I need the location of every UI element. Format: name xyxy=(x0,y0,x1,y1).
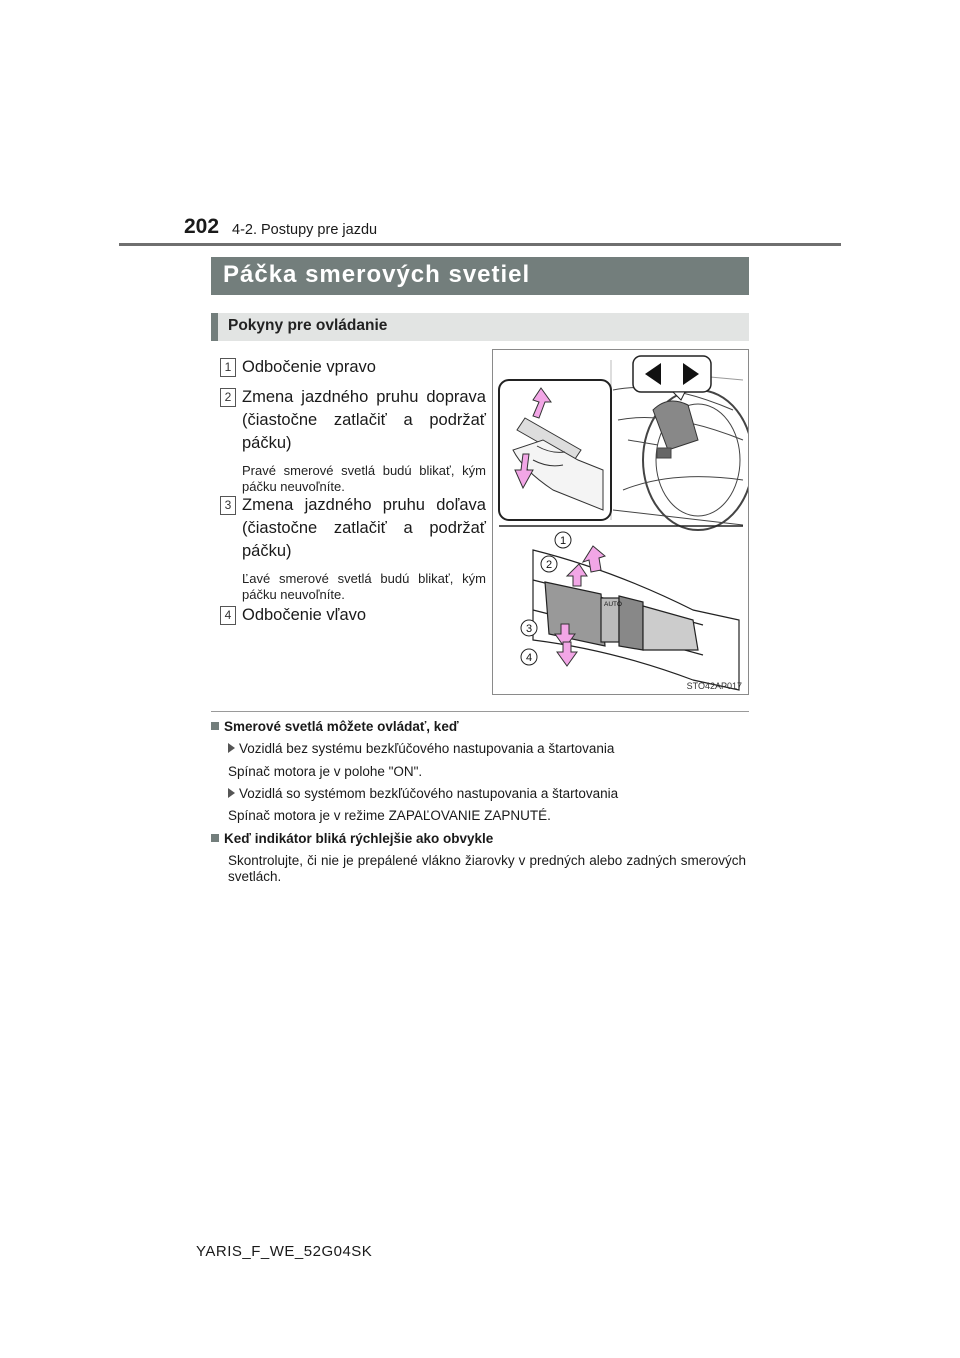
step-text: Odbočenie vpravo xyxy=(242,358,376,376)
note-text-1: Spínač motora je v polohe "ON". xyxy=(228,764,423,779)
auto-label: AUTO xyxy=(604,601,622,608)
note-heading-1 xyxy=(211,719,459,734)
square-bullet-icon xyxy=(211,722,219,730)
section-title: 4-2. Postupy pre jazdu xyxy=(232,222,378,238)
page-title: Páčka smerových svetiel xyxy=(211,257,749,295)
step-2 xyxy=(220,386,486,495)
turn-signal-illustration xyxy=(492,349,749,695)
note-bullet-1 xyxy=(228,741,614,756)
square-bullet-icon xyxy=(211,834,219,842)
step-4 xyxy=(220,604,486,627)
step-3 xyxy=(220,494,486,603)
note-bullet-text: Vozidlá bez systému bezkľúčového nastupovania a štartovania xyxy=(239,741,615,756)
note-bullet-text: Vozidlá so systémom bezkľúčového nastupovania a štartovania xyxy=(239,786,619,801)
document-code: YARIS_F_WE_52G04SK xyxy=(196,1243,373,1260)
subsection-title: Pokyny pre ovládanie xyxy=(211,313,749,341)
illustration-drawing xyxy=(493,350,749,695)
step-number: 4 xyxy=(220,606,236,625)
note-text-3: Skontrolujte, či nie je prepálené vlákno žiarovky v predných alebo zadných smerových svetlách. xyxy=(228,853,746,884)
arrow-indicator-icon xyxy=(633,356,711,400)
callout-1: 1 xyxy=(559,535,567,547)
section-rule xyxy=(211,711,749,712)
triangle-bullet-icon xyxy=(228,743,235,753)
note-bullet-2 xyxy=(228,786,618,801)
page-number: 202 xyxy=(184,215,220,238)
callout-2: 2 xyxy=(545,559,553,571)
note-text-2: Spínač motora je v režime ZAPAĽOVANIE ZAPNUTÉ. xyxy=(228,808,551,823)
header-rule xyxy=(119,243,841,246)
callout-4: 4 xyxy=(525,652,533,664)
step-number: 3 xyxy=(220,496,236,515)
note-heading-text: Smerové svetlá môžete ovládať, keď xyxy=(224,719,459,734)
step-1 xyxy=(220,356,486,379)
step-number: 1 xyxy=(220,358,236,377)
step-text: Zmena jazdného pruhu doprava (čiastočne zatlačiť a podržať páčku) xyxy=(242,388,486,452)
note-heading-text: Keď indikátor bliká rýchlejšie ako obvykle xyxy=(224,831,494,846)
step-note: Ľavé smerové svetlá budú blikať, kým páčku neuvoľníte. xyxy=(242,571,486,602)
triangle-bullet-icon xyxy=(228,788,235,798)
figure-code: STO42AP017 xyxy=(686,681,742,691)
step-number: 2 xyxy=(220,388,236,407)
step-note: Pravé smerové svetlá budú blikať, kým páčku neuvoľníte. xyxy=(242,463,486,494)
step-text: Zmena jazdného pruhu doľava (čiastočne zatlačiť a podržať páčku) xyxy=(242,496,486,560)
callout-3: 3 xyxy=(525,623,533,635)
step-text: Odbočenie vľavo xyxy=(242,606,367,624)
note-heading-2 xyxy=(211,831,493,846)
